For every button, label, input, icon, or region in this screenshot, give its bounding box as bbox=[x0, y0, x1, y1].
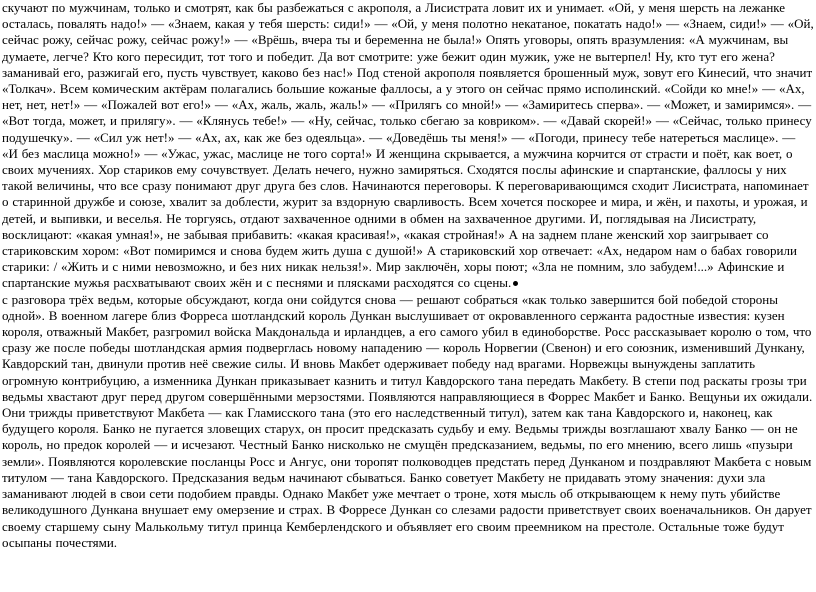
paragraph-lysistrata-text: скучают по мужчинам, только и смотрят, как бы разбежаться с акрополя, а Лисистрата ловит их и унимает. «Ой, у меня шерсть на лежанке осталась, повалять надо!» — «Знаем, какая у тебя шерсть: сиди!» — «Ой, у меня полотно некатаное, покатать надо!» — «Знаем, сиди!» — «Ой, сейчас рожу, сейчас рожу, сейчас рожу!» — «Врёшь, вчера ты и беременна не была!» Опять уговоры, опять вразумления: «А мужчинам, вы думаете, легче? Кто кого пересидит, тот того и победит. Да вот смотрите: уже бежит один мужик, уже не вытерпел! Ну, кто тут его жена? заманивай его, разжигай его, пусть чувствует, каково без нас!» Под стеной акрополя появляется брошенный муж, зовут его Кинесий, что значит «Толкач». Всем комическим актёрам полагались большие кожаные фаллосы, а у этого он сейчас прямо исполинский. «Сойди ко мне!» — «Ах, нет, нет, нет!» — «Пожалей вот его!» — «Ах, жаль, жаль, жаль!» — «Прилягь со мной!» — «Замиритесь сперва». — «Может, и замиримся». — «Вот тогда, может, и прилягу». — «Клянусь тебе!» — «Ну, сейчас, только сбегаю за ковриком». — «Давай скорей!» — «Сейчас, только принесу подушечку». — «Сил уж нет!» — «Ах, ах, как же без одеяльца». — «Доведёшь ты меня!» — «Погоди, принесу тебе натереться маслице». — «И без маслица можно!» — «Ужас, ужас, маслице не того сорта!» И женщина скрывается, а мужчина корчится от страсти и поёт, как воет, о своих мучениях. Хор стариков ему сочувствует. Делать нечего, нужно замиряться. Сходятся послы афинские и спартанские, фаллосы у них такой величины, что все сразу понимают друг друга без слов. Начинаются переговоры. К переговаривающимся сходит Лисистрата, напоминает о старинной дружбе и союзе, хвалит за доблести, журит за вздорную сварливость. Всем хочется поскорее и мира, и жён, и пахоты, и урожая, и детей, и выпивки, и веселья. Не торгуясь, отдают захваченное одними в обмен на захваченное другими. И, поглядывая на Лисистрату, восклицают: «какая умная!», не забывая прибавить: «какая красивая!», «какая стройная!» А на заднем плане женский хор заигрывает со стариковским хором: «Вот помиримся и снова будем жить душа с душой!» А стариковский хор отвечает: «Ах, недаром нам о бабах говорили старики: / «Жить и с ними невозможно, и без них никак нельзя!». Мир заключён, хоры поют; «Зла не помним, зло забудем!...» Афинские и спартанские мужья расхватывают своих жён и с песнями и плясками расходятся со сцены. bbox=[2, 0, 814, 291]
paragraph-macbeth: с разговора трёх ведьм, которые обсуждают, когда они сойдутся снова — решают собраться «как только завершится бой победой стороны одной». В военном лагере близ Форреса шотландский король Дункан выслушивает от окровавленного сержанта радостные известия: кузен короля, отважный Макбет, разгромил войска Макдональда и ирландцев, а его самого убил в единоборстве. Росс рассказывает королю о том, что сразу же после победы шотландская армия подверглась новому нападению — король Норвегии (Свенон) и его союзник, изменивший Дункану, Кавдорский тан, двинули против неё свежие силы. И вновь Макбет одерживает победу над врагами. Норвежцы вынуждены заплатить огромную контрибуцию, а изменника Дункан приказывает казнить и титул Кавдорского тана передать Макбету. В степи под раскаты грозы три ведьмы хвастают друг перед другом совершёнными мерзостями. Появляются направляющиеся в Форрес Макбет и Банко. Вещуньи их ожидали. Они трижды приветствуют Макбета — как Гламисского тана (это его наследственный титул), затем как тана Кавдорского и, наконец, как будущего короля. Банко не пугается зловещих старух, он просит предсказать судьбу и ему. Ведьмы трижды возглашают хвалу Банко — он не король, но предок королей — и исчезают. Честный Банко нисколько не смущён предсказанием, ведьмы, по его мнению, всего лишь «пузыри земли». Появляются королевские посланцы Росс и Ангус, они торопят полководцев предстать перед Дунканом и поздравляют Макбета с новым титулом — тана Кавдорского. Предсказания ведьм начинают сбываться. Банко советует Макбету не придавать этому значения: духи зла заманивают людей в свои сети подобием правды. Однако Макбет уже мечтает о троне, хотя мысль об открывающем к нему путь убийстве великодушного Дункана внушает ему омерзение и страх. В Форресе Дункан со слезами радости приветствует своих военачальников. Он дарует своему старшему сыну Малькольму титул принца Кемберлендского и объявляет его своим преемником на престоле. Остальные тоже будут осыпаны почестями. bbox=[2, 291, 813, 550]
paragraph-lysistrata bbox=[2, 0, 814, 292]
bullet-icon bbox=[513, 281, 518, 286]
